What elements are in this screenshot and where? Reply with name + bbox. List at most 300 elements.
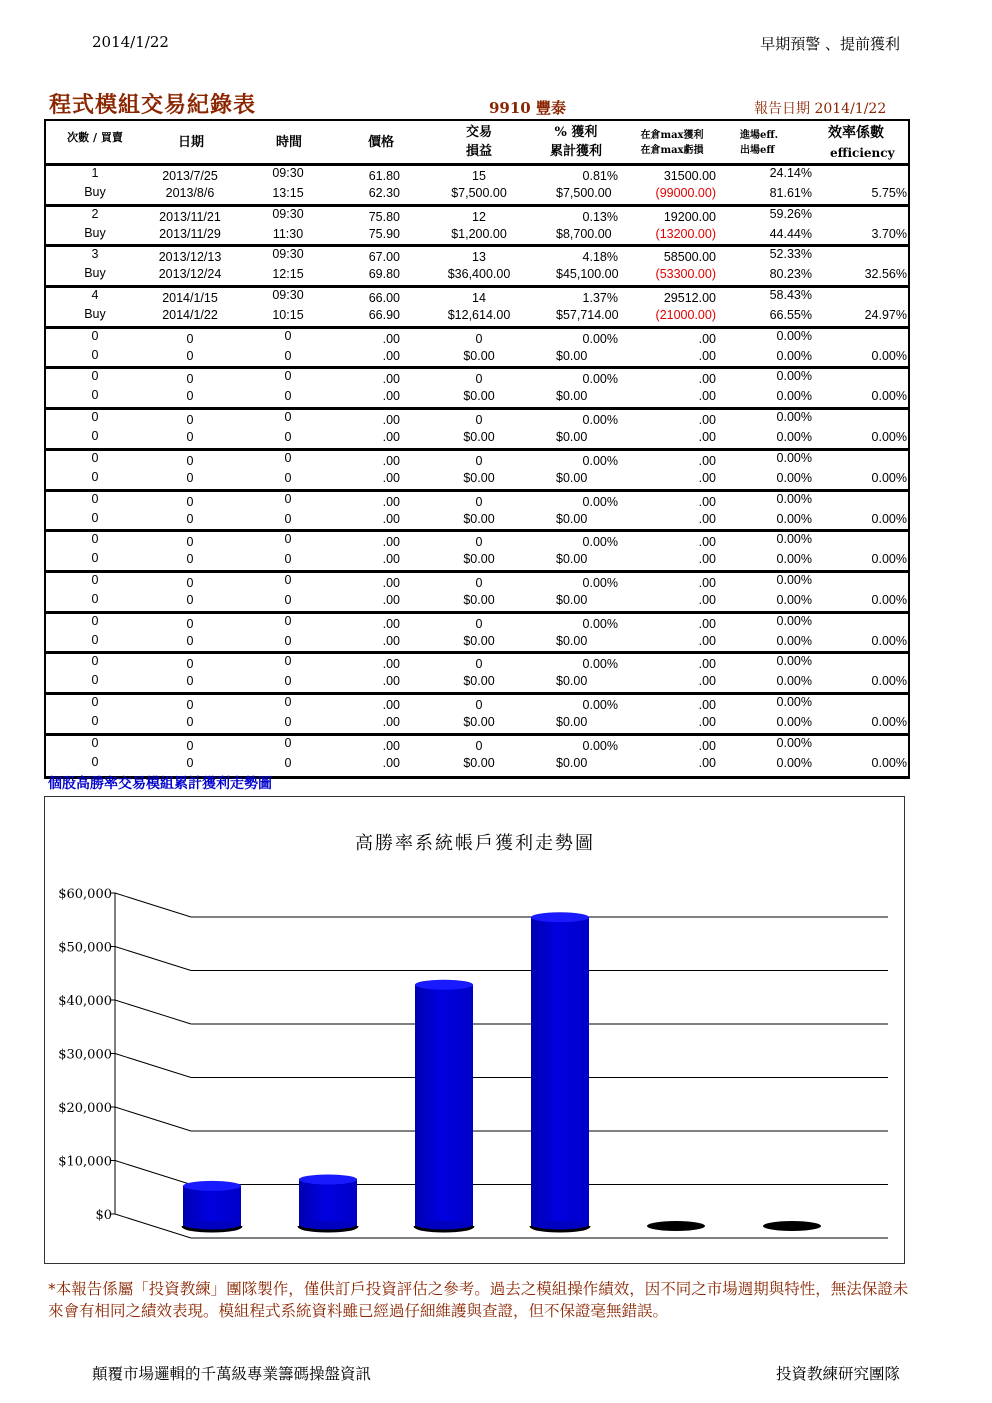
cell-date-entry: 0 <box>186 413 194 428</box>
cell-count-exit: 0 <box>91 713 99 728</box>
cell-pnl-entry: 0 <box>475 575 483 590</box>
cell-max-exit: .00 <box>698 511 716 526</box>
y-tick-label: $30,000 <box>58 1047 112 1063</box>
chart-title: 高勝率系統帳戶獲利走勢圖 <box>355 833 595 854</box>
cell-date-exit: 0 <box>186 633 194 648</box>
cell-max-exit: .00 <box>698 470 716 485</box>
perspective-line <box>115 1107 191 1131</box>
cell-pnl-entry: 0 <box>475 657 483 672</box>
cell-count-exit: 0 <box>91 673 99 688</box>
cell-pct-entry: 0.00% <box>582 535 618 550</box>
cell-effc-exit: 5.75% <box>871 186 907 200</box>
cell-count-entry: 0 <box>91 491 99 506</box>
cell-pct-exit: $7,500.00 <box>556 186 612 200</box>
cell-pnl-entry: 0 <box>475 331 483 346</box>
cell-time-entry: 0 <box>284 735 292 750</box>
cell-count-exit: 0 <box>91 388 99 403</box>
cell-pnl-entry: 14 <box>472 291 486 306</box>
profit-chart-svg <box>45 797 906 1265</box>
cell-pct-exit: $57,714.00 <box>556 308 619 323</box>
bar <box>415 985 473 1226</box>
table-row-group <box>46 166 908 207</box>
cell-pct-exit: $0.00 <box>556 348 588 363</box>
report-date-label: 報告日期 <box>754 101 810 117</box>
cell-max-exit: .00 <box>698 552 716 567</box>
cell-time-exit: 0 <box>284 430 292 445</box>
col-pct-2: 累計獲利 <box>549 144 602 159</box>
cell-pnl-exit: $0.00 <box>463 674 495 689</box>
cell-eff-entry: 0.00% <box>776 613 812 628</box>
cell-pnl-exit: $0.00 <box>463 552 495 567</box>
cell-pct-entry: 0.00% <box>582 331 618 346</box>
cell-eff-exit: 0.00% <box>776 755 812 770</box>
y-tick-label: $50,000 <box>58 940 112 956</box>
y-tick-label: $10,000 <box>58 1154 112 1170</box>
cell-count-exit: 0 <box>91 347 99 362</box>
cell-effc-exit: 3.70% <box>871 226 907 241</box>
cell-pnl-exit: $0.00 <box>463 592 495 607</box>
cell-max-entry: 58500.00 <box>663 250 716 265</box>
cell-pct-exit: $0.00 <box>556 552 588 567</box>
cell-price-exit: .00 <box>382 592 400 607</box>
cell-eff-exit: 81.61% <box>769 186 812 200</box>
report-date-value: 2014/1/22 <box>814 101 887 117</box>
cell-price-exit: .00 <box>382 430 400 445</box>
cell-effc-entry <box>830 612 907 630</box>
table-row-group <box>46 410 908 451</box>
cell-price-exit: .00 <box>382 674 400 689</box>
cell-time-exit: 12:15 <box>272 267 304 282</box>
cell-price-exit: .00 <box>382 470 400 485</box>
cell-pnl-exit: $0.00 <box>463 470 495 485</box>
chart-caption: 個股高勝率交易模組累計獲利走勢圖 <box>48 776 272 792</box>
cell-max-entry: .00 <box>698 413 716 428</box>
cell-time-exit: 0 <box>284 470 292 485</box>
cell-max-exit: (99000.00) <box>655 186 716 200</box>
cell-pnl-exit: $0.00 <box>463 430 495 445</box>
cell-time-entry: 0 <box>284 532 292 547</box>
col-pct-1: % 獲利 <box>554 125 598 140</box>
cell-pct-entry: 0.00% <box>582 616 618 631</box>
bar <box>531 917 589 1226</box>
cell-pnl-entry: 15 <box>472 169 486 183</box>
table-row-group <box>46 451 908 492</box>
cell-pct-entry: 0.00% <box>582 657 618 672</box>
cell-eff-entry: 0.00% <box>776 369 812 384</box>
cell-count-exit: 0 <box>91 754 99 769</box>
cell-time-exit: 0 <box>284 348 292 363</box>
cell-effc-entry <box>830 571 907 589</box>
cell-count-exit: Buy <box>84 307 106 322</box>
cell-pct-exit: $45,100.00 <box>556 267 619 282</box>
y-tick-label: $20,000 <box>58 1101 112 1116</box>
cell-pct-entry: 0.00% <box>582 453 618 468</box>
bar-base <box>647 1221 705 1231</box>
cell-max-entry: .00 <box>698 372 716 387</box>
cell-date-exit: 0 <box>186 511 194 526</box>
cell-price-entry: 61.80 <box>368 169 400 183</box>
cell-count-entry: 2 <box>91 206 99 221</box>
cell-date-entry: 0 <box>186 657 194 672</box>
cell-eff-exit: 0.00% <box>776 714 812 729</box>
cell-date-exit: 2013/12/24 <box>158 267 222 282</box>
cell-effc-entry <box>830 286 907 304</box>
cell-effc-entry <box>830 327 907 345</box>
cell-pnl-exit: $7,500.00 <box>451 186 507 200</box>
cell-pnl-exit: $0.00 <box>463 389 495 404</box>
cell-pct-entry: 0.00% <box>582 372 618 387</box>
cell-count-entry: 0 <box>91 654 99 669</box>
cell-effc-exit: 0.00% <box>871 552 907 567</box>
cell-count-entry: 0 <box>91 572 99 587</box>
cell-effc-entry <box>830 530 907 548</box>
cell-max-entry: 19200.00 <box>663 209 716 224</box>
col-pnl-1: 交易 <box>465 125 492 140</box>
cell-effc-entry <box>830 449 907 467</box>
cell-eff-entry: 0.00% <box>776 450 812 465</box>
cell-max-exit: .00 <box>698 430 716 445</box>
cell-max-exit: (53300.00) <box>655 267 716 282</box>
cell-eff-entry: 0.00% <box>776 654 812 669</box>
cell-pct-exit: $0.00 <box>556 674 588 689</box>
cell-max-entry: .00 <box>698 535 716 550</box>
cell-pct-exit: $0.00 <box>556 592 588 607</box>
cell-date-entry: 0 <box>186 575 194 590</box>
cell-count-entry: 0 <box>91 735 99 750</box>
cell-pnl-entry: 0 <box>475 494 483 509</box>
page-title: 程式模組交易紀錄表 <box>49 92 257 118</box>
cell-eff-entry: 0.00% <box>776 410 812 425</box>
cell-pnl-exit: $0.00 <box>463 755 495 770</box>
cell-date-exit: 0 <box>186 755 194 770</box>
cell-pct-entry: 0.00% <box>582 575 618 590</box>
cell-max-entry: 31500.00 <box>663 169 716 183</box>
cell-count-exit: 0 <box>91 632 99 647</box>
cell-date-entry: 2013/11/21 <box>159 209 221 224</box>
cell-date-exit: 0 <box>186 592 194 607</box>
perspective-line <box>115 1000 191 1024</box>
cell-max-exit: .00 <box>698 633 716 648</box>
cell-time-exit: 0 <box>284 511 292 526</box>
cell-date-entry: 0 <box>186 697 194 712</box>
col-count: 次數 / 買賣 <box>67 131 123 144</box>
cell-price-entry: 67.00 <box>368 250 400 265</box>
cell-effc-exit: 0.00% <box>871 633 907 648</box>
cell-price-exit: 75.90 <box>368 226 400 241</box>
cell-pnl-entry: 0 <box>475 738 483 753</box>
cell-eff-entry: 0.00% <box>776 735 812 750</box>
table-row-group <box>46 736 908 777</box>
cell-time-entry: 09:30 <box>272 288 304 303</box>
cell-price-exit: .00 <box>382 552 400 567</box>
bar-top <box>299 1174 357 1184</box>
cell-pnl-exit: $0.00 <box>463 348 495 363</box>
cell-eff-entry: 59.26% <box>769 206 812 221</box>
cell-price-exit: .00 <box>382 714 400 729</box>
footer-left: 顛覆市場邏輯的千萬級專業籌碼操盤資訊 <box>92 1365 372 1383</box>
table-row-group <box>46 369 908 410</box>
cell-date-exit: 0 <box>186 348 194 363</box>
table-row-group <box>46 695 908 736</box>
cell-count-exit: Buy <box>84 185 106 199</box>
cell-pnl-entry: 0 <box>475 453 483 468</box>
cell-effc-entry <box>830 367 907 385</box>
cell-date-exit: 2013/8/6 <box>165 186 215 200</box>
cell-count-entry: 0 <box>91 532 99 547</box>
table-row-group <box>46 573 908 614</box>
cell-eff-entry: 58.43% <box>769 288 812 303</box>
col-pnl-2: 損益 <box>465 144 492 159</box>
trade-record-table <box>44 119 910 779</box>
stock-name: 9910 豐泰 <box>489 99 566 117</box>
cell-eff-exit: 0.00% <box>776 633 812 648</box>
cell-effc-entry <box>830 205 907 223</box>
cell-pct-exit: $0.00 <box>556 714 588 729</box>
cell-price-entry: 75.80 <box>368 209 400 224</box>
cell-effc-exit: 32.56% <box>864 267 907 282</box>
cell-pnl-entry: 13 <box>472 250 486 265</box>
header-slogan: 早期預警 、提前獲利 <box>760 35 900 53</box>
table-row-group <box>46 614 908 655</box>
cell-price-entry: .00 <box>382 535 400 550</box>
y-tick-label: $40,000 <box>58 994 112 1009</box>
cell-eff-entry: 0.00% <box>776 694 812 709</box>
cell-count-exit: Buy <box>84 266 106 281</box>
cell-price-entry: .00 <box>382 413 400 428</box>
cell-time-entry: 09:30 <box>272 166 304 180</box>
cell-effc-entry <box>830 245 907 263</box>
cell-pct-entry: 0.00% <box>582 494 618 509</box>
perspective-line <box>115 947 191 971</box>
cell-pnl-entry: 0 <box>475 697 483 712</box>
footer-right: 投資教練研究團隊 <box>775 1365 900 1383</box>
table-body <box>46 166 908 776</box>
col-time: 時間 <box>275 135 302 150</box>
cell-time-exit: 10:15 <box>272 308 304 323</box>
cell-count-entry: 0 <box>91 694 99 709</box>
cell-count-exit: 0 <box>91 510 99 525</box>
col-date: 日期 <box>177 135 204 150</box>
bar-top <box>531 912 589 922</box>
cell-effc-exit: 0.00% <box>871 755 907 770</box>
cell-date-entry: 0 <box>186 616 194 631</box>
cell-date-entry: 0 <box>186 738 194 753</box>
cell-time-entry: 0 <box>284 450 292 465</box>
col-effc-2: efficiency <box>830 146 895 160</box>
cell-count-entry: 0 <box>91 450 99 465</box>
cell-count-entry: 0 <box>91 410 99 425</box>
cell-price-entry: 66.00 <box>368 291 400 306</box>
cell-date-entry: 0 <box>186 453 194 468</box>
cell-effc-exit: 0.00% <box>871 674 907 689</box>
table-row-group <box>46 532 908 573</box>
cell-max-exit: .00 <box>698 714 716 729</box>
cell-date-exit: 2014/1/22 <box>162 308 218 323</box>
cell-date-entry: 0 <box>186 372 194 387</box>
cell-pct-entry: 0.13% <box>582 209 618 224</box>
cell-price-exit: .00 <box>382 348 400 363</box>
cell-price-entry: .00 <box>382 331 400 346</box>
col-effc-1: 效率係數 <box>828 125 884 141</box>
cell-eff-entry: 24.14% <box>769 166 812 180</box>
cell-max-entry: .00 <box>698 657 716 672</box>
cell-count-entry: 0 <box>91 328 99 343</box>
cell-price-exit: .00 <box>382 633 400 648</box>
cell-eff-exit: 0.00% <box>776 552 812 567</box>
cell-count-entry: 4 <box>91 288 99 303</box>
cell-time-exit: 0 <box>284 552 292 567</box>
cell-price-exit: .00 <box>382 755 400 770</box>
col-eff-2: 出場eff <box>740 145 775 156</box>
col-price: 價格 <box>367 135 394 150</box>
perspective-line <box>115 1054 191 1078</box>
cell-max-entry: .00 <box>698 575 716 590</box>
cell-effc-exit: 0.00% <box>871 430 907 445</box>
cell-price-entry: .00 <box>382 697 400 712</box>
cell-price-exit: .00 <box>382 511 400 526</box>
cell-max-exit: .00 <box>698 755 716 770</box>
cell-price-entry: .00 <box>382 738 400 753</box>
cell-count-exit: 0 <box>91 469 99 484</box>
header-date: 2014/1/22 <box>92 33 169 51</box>
cell-eff-exit: 0.00% <box>776 430 812 445</box>
y-tick-label: $0 <box>95 1208 112 1223</box>
cell-date-entry: 0 <box>186 535 194 550</box>
cell-max-entry: .00 <box>698 494 716 509</box>
cell-max-exit: .00 <box>698 348 716 363</box>
cell-price-entry: .00 <box>382 575 400 590</box>
cell-eff-exit: 80.23% <box>769 267 812 282</box>
cell-eff-exit: 0.00% <box>776 389 812 404</box>
cell-pct-exit: $0.00 <box>556 511 588 526</box>
cell-time-exit: 0 <box>284 389 292 404</box>
bar-base <box>763 1221 821 1231</box>
table-row-group <box>46 329 908 370</box>
cell-pnl-entry: 12 <box>472 209 486 224</box>
cell-effc-exit: 0.00% <box>871 511 907 526</box>
y-tick-label: $60,000 <box>58 887 112 902</box>
cell-date-exit: 0 <box>186 714 194 729</box>
cell-pct-entry: 0.00% <box>582 697 618 712</box>
bar <box>183 1186 241 1226</box>
cell-pnl-exit: $1,200.00 <box>451 226 507 241</box>
cell-price-exit: 62.30 <box>368 186 400 200</box>
cell-eff-entry: 0.00% <box>776 572 812 587</box>
disclaimer: *本報告係屬「投資教練」團隊製作，僅供訂戶投資評估之參考。過去之模組操作績效，因不同之市場週期與特性，無法保證未來會有相同之績效表現。模組程式系統資料雖已經過仔細維護與查證，但不保證毫無錯誤。 <box>48 1280 909 1320</box>
cell-eff-exit: 0.00% <box>776 470 812 485</box>
cell-date-exit: 0 <box>186 389 194 404</box>
table-row-group <box>46 207 908 248</box>
cell-effc-exit: 0.00% <box>871 348 907 363</box>
cell-count-entry: 3 <box>91 247 99 262</box>
cell-time-exit: 0 <box>284 755 292 770</box>
cell-effc-exit: 0.00% <box>871 592 907 607</box>
cell-date-exit: 0 <box>186 674 194 689</box>
cell-pnl-exit: $0.00 <box>463 511 495 526</box>
cell-eff-exit: 0.00% <box>776 511 812 526</box>
cell-eff-entry: 52.33% <box>769 247 812 262</box>
cell-price-entry: .00 <box>382 453 400 468</box>
cell-max-exit: .00 <box>698 674 716 689</box>
table-header <box>46 121 908 166</box>
cell-time-entry: 0 <box>284 491 292 506</box>
cell-price-entry: .00 <box>382 616 400 631</box>
cell-eff-entry: 0.00% <box>776 491 812 506</box>
cell-effc-entry <box>830 652 907 670</box>
profit-chart <box>44 796 905 1264</box>
cell-time-entry: 0 <box>284 694 292 709</box>
cell-pct-entry: 1.37% <box>582 291 618 306</box>
cell-max-entry: .00 <box>698 697 716 712</box>
cell-eff-exit: 0.00% <box>776 674 812 689</box>
cell-date-entry: 2014/1/15 <box>162 291 218 306</box>
bar-top <box>183 1181 241 1191</box>
col-eff-1: 進場eff. <box>740 130 779 141</box>
cell-time-entry: 09:30 <box>272 206 304 221</box>
cell-max-entry: 29512.00 <box>663 291 716 306</box>
cell-pct-exit: $0.00 <box>556 470 588 485</box>
cell-pnl-entry: 0 <box>475 616 483 631</box>
report-date <box>754 98 886 118</box>
cell-count-entry: 0 <box>91 369 99 384</box>
cell-price-exit: 66.90 <box>368 308 400 323</box>
cell-pct-entry: 0.00% <box>582 413 618 428</box>
cell-eff-exit: 66.55% <box>769 308 812 323</box>
cell-date-exit: 2013/11/29 <box>159 226 221 241</box>
table-row-group <box>46 247 908 288</box>
cell-time-exit: 0 <box>284 674 292 689</box>
perspective-line <box>115 1214 191 1238</box>
cell-pct-exit: $0.00 <box>556 755 588 770</box>
cell-date-entry: 0 <box>186 331 194 346</box>
cell-pnl-exit: $36,400.00 <box>447 267 511 282</box>
cell-pct-exit: $0.00 <box>556 430 588 445</box>
col-max-1: 在倉max獲利 <box>640 130 704 141</box>
cell-pnl-entry: 0 <box>475 535 483 550</box>
cell-time-exit: 13:15 <box>272 186 304 200</box>
cell-count-exit: 0 <box>91 551 99 566</box>
cell-pnl-exit: $12,614.00 <box>447 308 511 323</box>
cell-count-exit: 0 <box>91 429 99 444</box>
cell-time-entry: 0 <box>284 328 292 343</box>
cell-date-exit: 0 <box>186 552 194 567</box>
cell-date-exit: 0 <box>186 470 194 485</box>
cell-pct-entry: 0.81% <box>582 169 618 183</box>
cell-effc-exit: 0.00% <box>871 714 907 729</box>
cell-effc-entry <box>830 734 907 752</box>
cell-max-entry: .00 <box>698 331 716 346</box>
cell-max-entry: .00 <box>698 616 716 631</box>
cell-pct-exit: $0.00 <box>556 389 588 404</box>
perspective-line <box>115 1161 191 1185</box>
cell-time-entry: 0 <box>284 654 292 669</box>
cell-price-entry: .00 <box>382 657 400 672</box>
cell-date-exit: 0 <box>186 430 194 445</box>
cell-time-exit: 11:30 <box>272 226 304 241</box>
cell-date-entry: 2013/12/13 <box>158 250 222 265</box>
cell-effc-exit: 0.00% <box>871 470 907 485</box>
cell-time-entry: 0 <box>284 369 292 384</box>
cell-price-exit: .00 <box>382 389 400 404</box>
cell-pnl-exit: $0.00 <box>463 633 495 648</box>
cell-price-exit: 69.80 <box>368 267 400 282</box>
cell-pct-exit: $8,700.00 <box>556 226 612 241</box>
cell-time-entry: 0 <box>284 572 292 587</box>
cell-effc-entry <box>830 408 907 426</box>
cell-effc-exit: 0.00% <box>871 389 907 404</box>
cell-max-entry: .00 <box>698 738 716 753</box>
cell-max-exit: (13200.00) <box>655 226 716 241</box>
